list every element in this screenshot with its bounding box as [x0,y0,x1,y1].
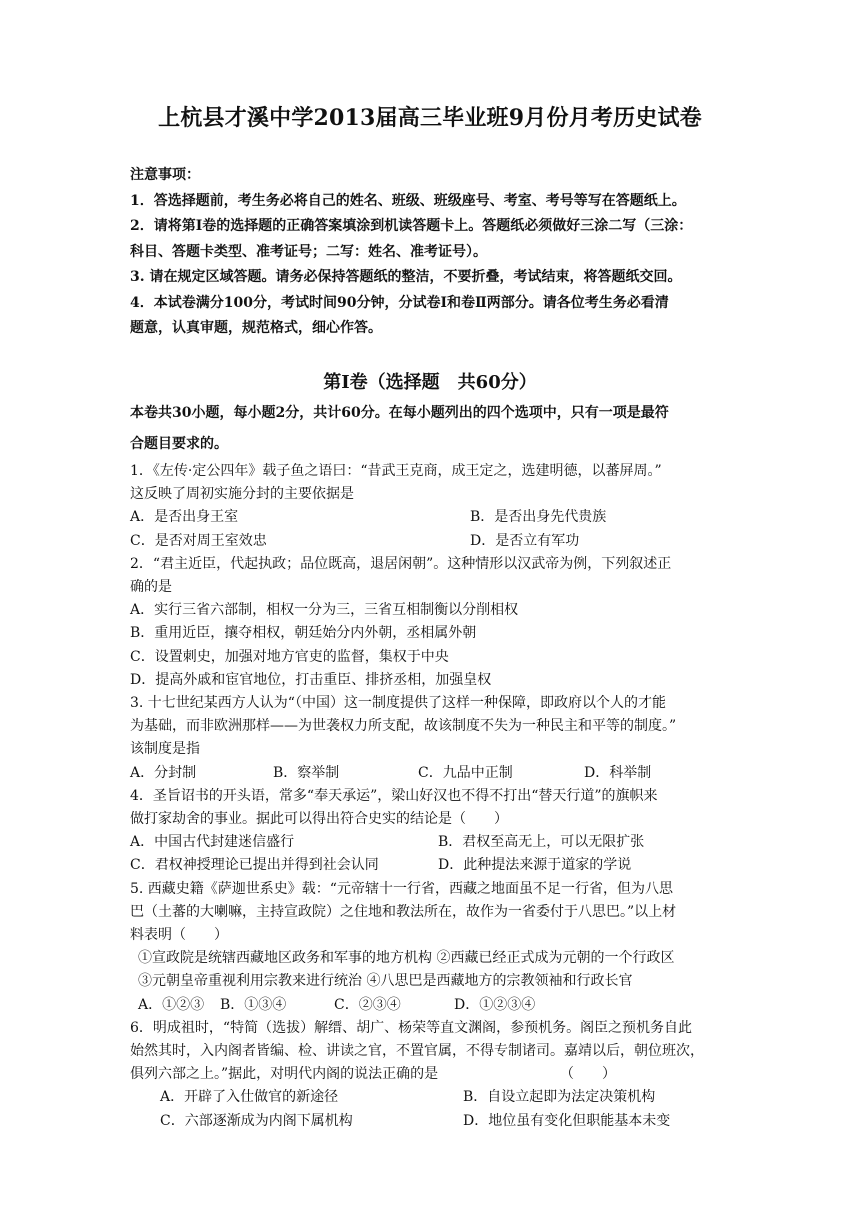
option-b: B．察举制 [273,764,340,781]
option-d: D．地位虽有变化但职能基本未变 [463,1112,671,1129]
notice-item: 1．答选择题前，考生务必将自己的姓名、班级、班级座号、考室、考号等写在答题纸上。 [130,192,686,209]
question-stem: 5. 西藏史籍《萨迦世系史》载：“元帝辖十一行省，西藏之地面虽不足一行省，但为八思 [130,880,673,897]
question-stem: 3. 十七世纪某西方人认为“（中国）这一制度提供了这样一种保障，即政府以个人的才能 [130,695,666,712]
option-b: B．①③④ [220,996,287,1013]
section-title: 第I卷（选择题 共60分） [323,372,537,393]
option-a: A．中国古代封建迷信盛行 [130,834,295,851]
option-d: D．①②③④ [454,996,536,1013]
option-row [130,506,735,529]
option-d: D．是否立有军功 [470,532,580,549]
question-stem: 为基础，而非欧洲那样——为世袭权力所支配，故该制度不失为一种民主和平等的制度。” [130,718,677,735]
exam-title: 上杭县才溪中学2013届高三毕业班9月份月考历史试卷 [158,105,702,131]
question-stem: 料表明（ ） [130,927,228,944]
option-row [130,994,735,1017]
option-c: C．设置刺史，加强对地方官吏的监督，集权于中央 [130,648,449,665]
question-stem: 做打家劫舍的事业。据此可以得出符合史实的结论是（ ） [130,811,508,828]
question-stem: 确的是 [130,579,172,596]
statement-line: ③元朝皇帝重视利用宗教来进行统治 ④八思巴是西藏地方的宗教领袖和行政长官 [138,973,633,990]
option-b: B．君权至高无上，可以无限扩张 [438,834,645,851]
notice-item: 3. 请在规定区域答题。请务必保持答题纸的整洁，不要折叠，考试结束，将答题纸交回。 [130,269,682,285]
question-stem: 这反映了周初实施分封的主要依据是 [130,486,354,503]
notice-block [130,163,730,342]
option-c: C．六部逐渐成为内阁下属机构 [160,1112,353,1129]
question-stem: 始然其时，入内阁者皆编、检、讲读之官，不置官属，不得专制诸司。嘉靖以后，朝位班次， [130,1043,704,1060]
option-d: D．科举制 [584,764,652,781]
notice-item: 题意，认真审题，规范格式，细心作答。 [130,320,382,336]
option-c: C．九品中正制 [418,764,513,781]
question-list [130,460,735,1133]
option-a: A．①②③ [138,996,205,1013]
option-a: A．开辟了入仕做官的新途径 [160,1089,339,1106]
option-row [130,1086,735,1109]
option-c: C．②③④ [334,996,401,1013]
question-stem-row [130,1063,735,1086]
question-stem: 4．圣旨诏书的开头语，常多“奉天承运”，梁山好汉也不得不打出“替天行道”的旗帜来 [130,787,658,804]
intro-line: 本卷共30小题，每小题2分，共计60分。在每小题列出的四个选项中，只有一项是最符 [130,405,669,421]
option-a: A．是否出身王室 [130,509,239,526]
question-stem: 2．“君主近臣，代起执政；品位既高，退居闲朝”。这种情形以汉武帝为例，下列叙述正 [130,555,672,572]
question-stem: 6．明成祖时，“特简（选拔）解缙、胡广、杨荣等直文渊阁，参预机务。阁臣之预机务自此 [130,1019,693,1036]
question-stem: 该制度是指 [130,741,200,758]
section-intro [130,398,730,460]
option-a: A．实行三省六部制，相权一分为三，三省互相制衡以分削相权 [130,602,519,619]
option-b: B．自设立起即为法定决策机构 [463,1089,656,1106]
notice-heading: 注意事项： [130,167,200,183]
option-b: B．是否出身先代贵族 [470,509,607,526]
intro-line: 合题目要求的。 [130,436,228,452]
option-c: C．是否对周王室效忠 [130,532,267,549]
option-row [130,831,735,854]
option-d: D．提高外戚和宦官地位，打击重臣、排挤丞相，加强皇权 [130,671,492,688]
notice-item: 科目、答题卡类型、准考证号；二写：姓名、准考证号）。 [130,243,487,260]
notice-item: 4．本试卷满分100分，考试时间90分钟，分试卷Ⅰ和卷Ⅱ两部分。请各位考生务必看清 [130,294,669,311]
option-b: B．重用近臣，攘夺相权，朝廷始分内外朝，丞相属外朝 [130,625,477,642]
option-row [130,1110,735,1133]
option-c: C．君权神授理论已提出并得到社会认同 [130,857,379,874]
option-row [130,762,735,785]
question-stem: 1．《左传·定公四年》载子鱼之语曰：“昔武王克商，成王定之，选建明德，以蕃屏周。” [130,463,662,479]
option-d: D．此种提法来源于道家的学说 [438,857,632,874]
option-a: A．分封制 [130,764,197,781]
statement-line: ①宣政院是统辖西藏地区政务和军事的地方机构 ②西藏已经正式成为元朝的一个行政区 [138,950,675,967]
answer-blank: （ ） [560,1066,616,1083]
option-row [130,854,735,877]
notice-item: 2．请将第Ⅰ卷的选择题的正确答案填涂到机读答题卡上。答题纸必须做好三涂二写（三涂： [130,218,693,234]
question-stem: 巴（土蕃的大喇嘛，主持宣政院）之住地和教法所在，故作为一省委付于八思巴。”以上材 [130,903,677,920]
option-row [130,530,735,553]
question-stem: 俱列六部之上。”据此，对明代内阁的说法正确的是 [130,1066,439,1083]
